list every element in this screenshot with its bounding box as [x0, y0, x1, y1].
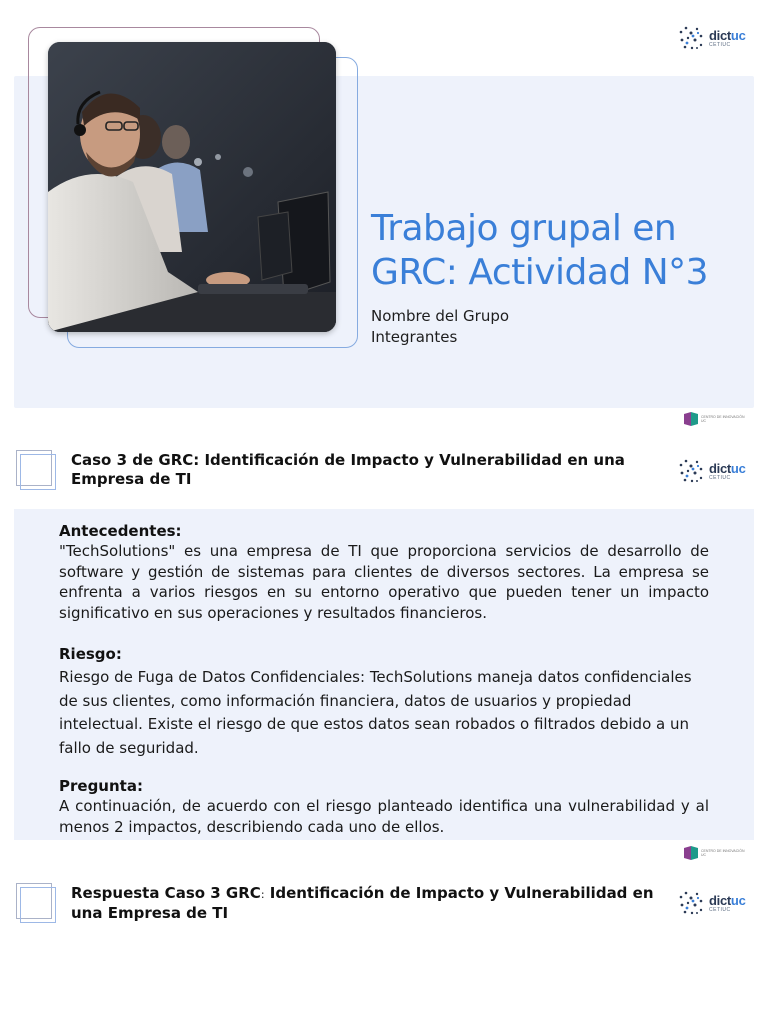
- pregunta-text: A continuación, de acuerdo con el riesgo planteado identifica una vulnerabilidad y al menos 2 impactos, describiendo cada uno de ellos.: [59, 797, 709, 836]
- dictuc-dots-icon: [677, 457, 705, 485]
- square-bullet-icon: [16, 883, 54, 921]
- riesgo-text: Riesgo de Fuga de Datos Confidenciales: TechSolutions maneja datos confidenciales de sus clientes, como información financiera, datos de usuarios y propiedad intelectual. Existe el riesgo de que estos datos sean robados o filtrados debido a un fallo de seguridad.: [59, 668, 692, 757]
- dictuc-subtitle: CETIUC: [709, 474, 731, 481]
- case-heading: Caso 3 de GRC: Identificación de Impacto y Vulnerabilidad en una Empresa de TI: [71, 451, 625, 488]
- innovation-center-logo-1: CENTRO DE INNOVACIÓN UC: [684, 412, 747, 426]
- answer-heading: Respuesta Caso 3 GRC: Identificación de Impacto y Vulnerabilidad en una Empresa de TI: [71, 884, 654, 922]
- dictuc-subtitle: CETIUC: [709, 41, 731, 48]
- slide-title: Trabajo grupal en GRC: Actividad N°3: [371, 208, 709, 293]
- innovation-center-logo-2: CENTRO DE INNOVACIÓN UC: [684, 846, 747, 860]
- antecedentes-label: Antecedentes:: [59, 522, 182, 540]
- dictuc-dots-icon: [677, 889, 705, 917]
- members-label: Integrantes: [371, 328, 458, 346]
- dictuc-dots-icon: [677, 24, 705, 52]
- dictuc-subtitle: CETIUC: [709, 906, 731, 913]
- dictuc-wordmark: dictuc: [709, 460, 746, 476]
- dictuc-logo-top: [677, 24, 746, 52]
- book-logo-icon: [684, 412, 698, 426]
- call-center-photo: [48, 42, 336, 332]
- dictuc-wordmark: dictuc: [709, 892, 746, 908]
- dictuc-wordmark: dictuc: [709, 27, 746, 43]
- pregunta-label: Pregunta:: [59, 777, 143, 795]
- dictuc-logo-case: [677, 457, 746, 485]
- group-name: Nombre del Grupo: [371, 307, 510, 325]
- dictuc-logo-answer: [677, 889, 746, 917]
- square-bullet-icon: [16, 450, 54, 488]
- riesgo-label: Riesgo:: [59, 645, 122, 663]
- case-body: [59, 522, 709, 837]
- group-info: [371, 306, 509, 348]
- antecedentes-text: "TechSolutions" es una empresa de TI que proporciona servicios de desarrollo de software y gestión de sistemas para clientes de diversos sectores. La empresa se enfrenta a varios riesgos en su entorno operativo que pueden tener un impacto significativo en sus operaciones y resultados financieros.: [59, 542, 709, 622]
- book-logo-icon: [684, 846, 698, 860]
